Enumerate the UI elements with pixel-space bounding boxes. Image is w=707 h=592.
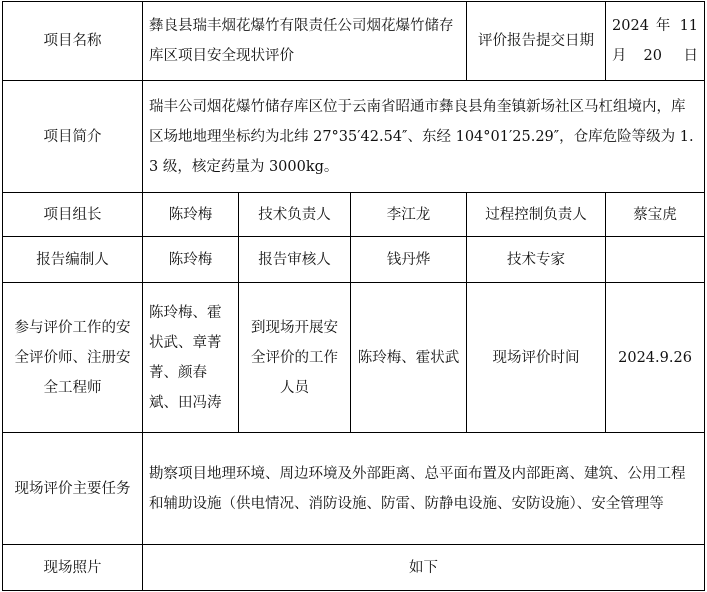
project-info-table	[2, 1, 705, 591]
team-leader-label: 项目组长	[3, 193, 143, 237]
row-main-tasks	[3, 433, 705, 545]
row-participants	[3, 283, 705, 433]
row-project-intro	[3, 81, 705, 193]
project-intro-label: 项目简介	[3, 81, 143, 193]
main-tasks-value: 勘察项目地理环境、周边环境及外部距离、总平面布置及内部距离、建筑、公用工程和辅助设施（供电情况、消防设施、防雷、防静电设施、安防设施）、安全管理等	[143, 433, 705, 545]
participants-label: 参与评价工作的安全评价师、注册安全工程师	[3, 283, 143, 433]
row-project-name	[3, 2, 705, 81]
project-intro-value: 瑞丰公司烟花爆竹储存库区位于云南省昭通市彝良县角奎镇新场社区马杠组境内，库区场地地理坐标约为北纬 27°35′42.54″、东经 104°01′25.29″，仓库危险等级为 1.3 级，核定药量为 3000kg。	[143, 81, 705, 193]
tech-expert-value	[606, 237, 705, 283]
photos-label: 现场照片	[3, 545, 143, 591]
tech-lead-value: 李江龙	[351, 193, 467, 237]
project-name-label: 项目名称	[3, 2, 143, 81]
process-control-value: 蔡宝虎	[606, 193, 705, 237]
process-control-label: 过程控制负责人	[467, 193, 606, 237]
team-leader-value: 陈玲梅	[143, 193, 239, 237]
onsite-staff-label: 到现场开展安全评价的工作人员	[239, 283, 351, 433]
report-reviewer-label: 报告审核人	[239, 237, 351, 283]
participants-value: 陈玲梅、霍状武、章菁菁、颜春斌、田冯涛	[143, 283, 239, 433]
tech-lead-label: 技术负责人	[239, 193, 351, 237]
onsite-time-label: 现场评价时间	[467, 283, 606, 433]
submit-date-label: 评价报告提交日期	[467, 2, 606, 81]
onsite-time-value: 2024.9.26	[606, 283, 705, 433]
submit-date-value: 2024 年 11 月20 日	[606, 2, 705, 81]
row-report	[3, 237, 705, 283]
report-reviewer-value: 钱丹烨	[351, 237, 467, 283]
photos-value: 如下	[143, 545, 705, 591]
row-team-leader	[3, 193, 705, 237]
report-author-label: 报告编制人	[3, 237, 143, 283]
project-name-value: 彝良县瑞丰烟花爆竹有限责任公司烟花爆竹储存库区项目安全现状评价	[143, 2, 467, 81]
report-author-value: 陈玲梅	[143, 237, 239, 283]
onsite-staff-value: 陈玲梅、霍状武	[351, 283, 467, 433]
tech-expert-label: 技术专家	[467, 237, 606, 283]
main-tasks-label: 现场评价主要任务	[3, 433, 143, 545]
row-photos	[3, 545, 705, 591]
